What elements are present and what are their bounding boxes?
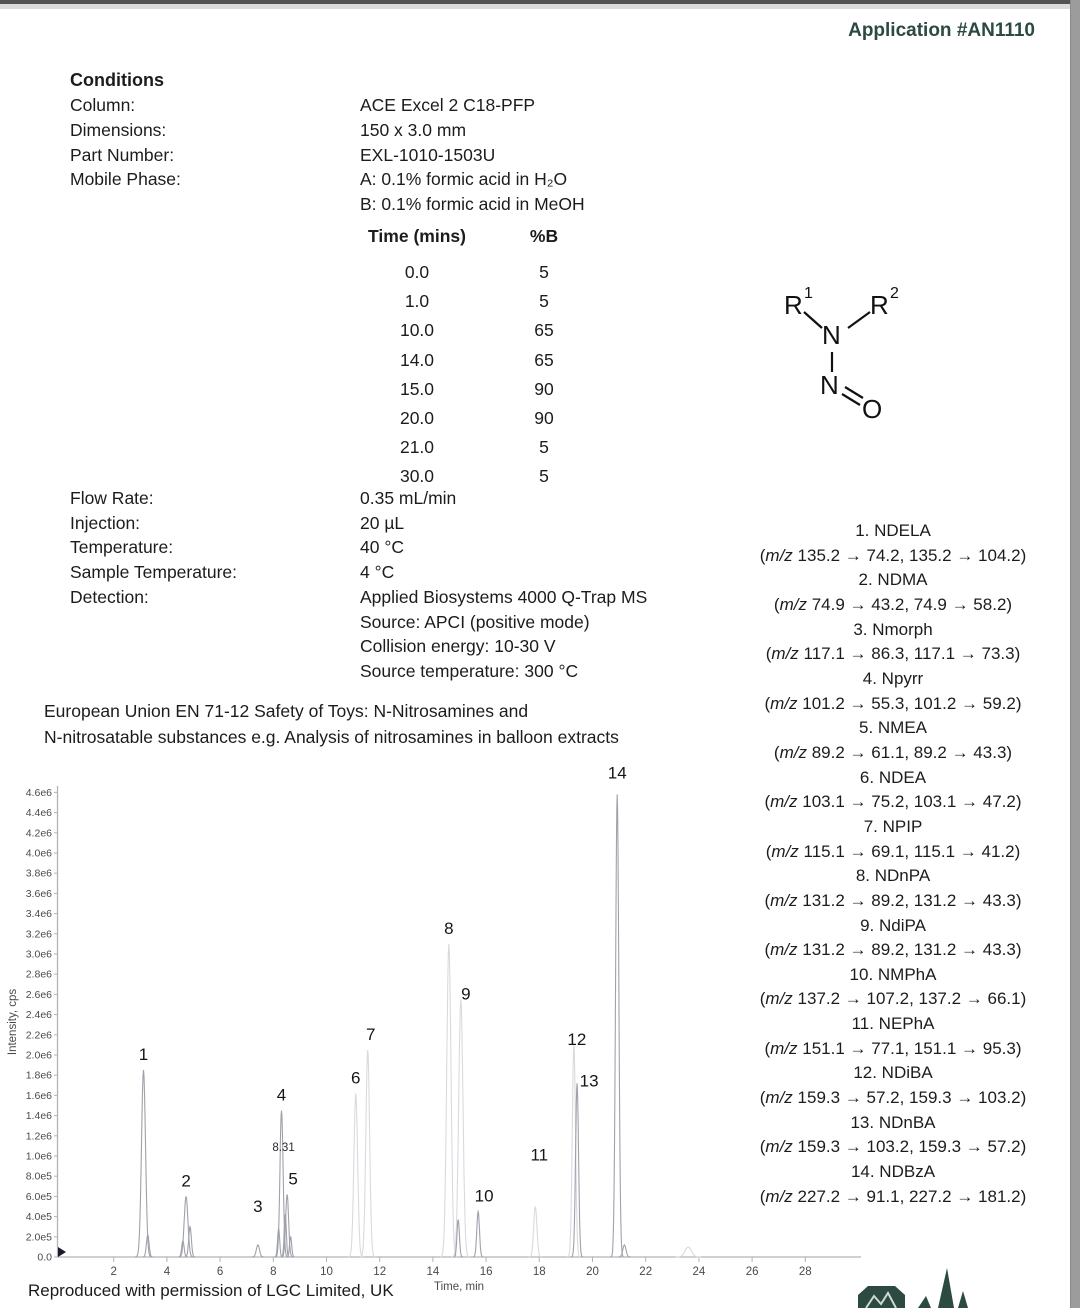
method-value: 0.35 mL/min — [360, 488, 457, 508]
gradient-percent-b-cell: 65 — [534, 320, 554, 341]
y-tick-label: 1.0e6 — [25, 1150, 52, 1163]
mz-italic-label: m/z — [770, 940, 798, 960]
method-label: Temperature: — [70, 537, 174, 558]
retention-time-annotation: 8.31 — [272, 1141, 295, 1154]
method-value: Collision energy: 10-30 V — [360, 636, 556, 657]
gradient-row — [358, 316, 588, 345]
chromatogram-peak-trace — [252, 1245, 265, 1257]
y-tick-label: 6.0e5 — [25, 1190, 52, 1203]
peak-number-label: 13 — [579, 1071, 599, 1091]
compound-mz-transitions: (m/z 159.3 → 57.2, 159.3 → 103.2) — [759, 1088, 1027, 1108]
peak-number-label: 14 — [607, 763, 627, 783]
method-row — [70, 659, 647, 684]
y-tick-label: 4.0e5 — [25, 1211, 52, 1224]
compound-name: 4. Npyrr — [862, 668, 924, 688]
gradient-time-cell: 14.0 — [399, 349, 435, 370]
mz-italic-label: m/z — [770, 792, 798, 812]
structure-amine-nitrogen: N — [822, 320, 841, 350]
gradient-time-cell: 10.0 — [399, 320, 435, 341]
mz-italic-label: m/z — [779, 594, 807, 614]
compound-name: 3. Nmorph — [853, 619, 933, 639]
method-value: Applied Biosystems 4000 Q-Trap MS — [360, 586, 648, 607]
x-tick-label: 18 — [532, 1266, 546, 1278]
x-tick-label: 10 — [320, 1266, 333, 1278]
y-tick-label: 4.0e6 — [25, 847, 52, 860]
application-number: Application #AN1110 — [848, 20, 1035, 41]
condition-value: EXL-1010-1503U — [360, 144, 496, 165]
compound-mz-transitions: (m/z 131.2 → 89.2, 131.2 → 43.3) — [764, 890, 1022, 910]
structure-r1-superscript: 1 — [804, 285, 813, 302]
structure-nitroso-nitrogen: N — [820, 370, 839, 400]
gradient-time-cell: 1.0 — [404, 291, 430, 312]
mz-italic-label: m/z — [779, 742, 807, 762]
gradient-row — [358, 287, 588, 316]
compound-mz-transitions: (m/z 101.2 → 55.3, 101.2 → 59.2) — [764, 693, 1022, 713]
mz-italic-label: m/z — [765, 989, 793, 1009]
chromatogram-plot — [0, 760, 880, 1300]
gradient-percent-b-cell: 90 — [534, 408, 554, 429]
y-tick-label: 2.2e6 — [25, 1029, 52, 1042]
y-tick-label: 4.4e6 — [25, 807, 52, 820]
gradient-row — [358, 433, 588, 462]
y-tick-label: 3.0e6 — [25, 948, 52, 961]
gradient-table-header — [358, 226, 588, 258]
condition-label: Column: — [70, 95, 136, 115]
structure-r1-label: R — [784, 290, 803, 320]
condition-value: A: 0.1% formic acid in H₂O — [360, 169, 568, 190]
structure-r2-label: R — [870, 290, 889, 320]
compound-name: 12. NDiBA — [853, 1063, 933, 1083]
y-tick-label: 2.8e6 — [25, 968, 52, 981]
mz-italic-label: m/z — [771, 644, 799, 664]
mz-italic-label: m/z — [770, 890, 798, 910]
x-tick-label: 14 — [426, 1266, 440, 1278]
x-tick-label: 2 — [110, 1266, 117, 1278]
logo-peaks-icon — [918, 1268, 968, 1308]
compound-mz-transitions: (m/z 137.2 → 107.2, 137.2 → 66.1) — [759, 989, 1027, 1009]
method-label: Injection: — [70, 512, 141, 533]
method-row — [70, 610, 647, 635]
method-label — [70, 659, 360, 684]
x-tick-label: 20 — [586, 1266, 599, 1278]
origin-pointer-icon — [58, 1247, 66, 1257]
y-tick-label: 1.4e6 — [25, 1110, 52, 1123]
condition-row — [70, 93, 585, 118]
compound-mz-transitions: (m/z 74.9 → 43.2, 74.9 → 58.2) — [773, 594, 1013, 614]
conditions-title: Conditions — [70, 70, 164, 90]
method-value: 40 °C — [360, 537, 404, 558]
gradient-time-cell: 20.0 — [399, 408, 435, 429]
peak-number-label: 1 — [138, 1045, 149, 1065]
nitrosamine-structure-diagram — [762, 272, 937, 427]
chromatogram-peak-trace — [611, 794, 624, 1257]
peak-number-label: 2 — [181, 1171, 191, 1191]
compound-name: 8. NDnPA — [855, 866, 931, 886]
compound-name: 10. NMPhA — [849, 964, 937, 984]
peak-number-label: 8 — [444, 918, 454, 938]
y-tick-label: 8.0e5 — [25, 1170, 52, 1183]
peak-number-label: 4 — [276, 1085, 287, 1105]
chromatogram-peak-trace — [136, 1070, 152, 1257]
method-label: Detection: — [70, 586, 149, 607]
chromatogram-peak-trace — [452, 1000, 469, 1258]
compound-mz-transitions: (m/z 103.1 → 75.2, 103.1 → 47.2) — [764, 792, 1022, 812]
y-tick-label: 2.0e5 — [25, 1231, 52, 1244]
gradient-percent-b-cell: 5 — [539, 466, 549, 487]
method-row — [70, 585, 647, 610]
condition-row — [70, 192, 585, 217]
condition-row — [70, 143, 585, 168]
chromatogram-minor-peak-trace — [676, 1247, 702, 1257]
gradient-percent-b-cell: 5 — [539, 262, 549, 282]
method-value: Source temperature: 300 °C — [360, 660, 579, 681]
peak-number-label: 12 — [567, 1029, 587, 1049]
gradient-percent-b-cell: 90 — [534, 378, 554, 399]
peak-number-label: 5 — [288, 1169, 298, 1189]
condition-value: 150 x 3.0 mm — [360, 119, 467, 140]
y-tick-label: 3.4e6 — [25, 908, 52, 921]
peak-number-label: 6 — [351, 1068, 361, 1088]
mz-italic-label: m/z — [765, 1137, 793, 1157]
method-row — [70, 535, 647, 560]
compound-name: 14. NDBzA — [850, 1162, 936, 1182]
y-tick-label: 4.6e6 — [25, 786, 52, 799]
gradient-table-body — [358, 258, 588, 492]
compound-name: 7. NPIP — [863, 816, 923, 836]
gradient-row — [358, 375, 588, 404]
method-row — [70, 634, 647, 659]
scan-edge-top-shadow — [0, 4, 1080, 9]
gradient-time-cell: 30.0 — [399, 466, 435, 487]
compound-name: 1. NDELA — [855, 521, 931, 540]
compound-mz-transitions: (m/z 135.2 → 74.2, 135.2 → 104.2) — [759, 545, 1027, 565]
gradient-col-b-header: %B — [529, 226, 559, 246]
compound-name: 5. NMEA — [858, 718, 928, 738]
chromatogram-peak-trace — [360, 1050, 375, 1257]
compound-mz-transitions: (m/z 117.1 → 86.3, 117.1 → 73.3) — [765, 644, 1021, 664]
chromatogram-peak-trace — [529, 1207, 542, 1258]
chromatogram-peak-trace — [179, 1196, 194, 1257]
condition-row — [70, 118, 585, 143]
y-tick-label: 1.6e6 — [25, 1089, 52, 1102]
y-tick-label: 0.0 — [37, 1251, 52, 1264]
structure-oxygen: O — [862, 394, 883, 424]
y-tick-label: 3.6e6 — [25, 887, 52, 900]
method-label — [70, 634, 360, 659]
y-axis-title: Intensity, cps — [7, 988, 19, 1056]
x-tick-label: 4 — [163, 1266, 171, 1278]
gradient-table — [358, 226, 588, 492]
method-label: Flow Rate: — [70, 488, 154, 508]
mz-italic-label: m/z — [770, 1038, 798, 1058]
method-label — [70, 610, 360, 635]
structure-r2-superscript: 2 — [890, 285, 899, 302]
method-value: 20 µL — [360, 512, 405, 533]
gradient-time-cell: 21.0 — [399, 437, 435, 458]
lgc-logo-partial — [850, 1255, 990, 1308]
compound-name: 9. NdiPA — [860, 915, 926, 935]
method-rows — [70, 486, 647, 684]
x-tick-label: 12 — [373, 1266, 387, 1278]
gradient-row — [358, 404, 588, 433]
compound-name: 6. NDEA — [859, 767, 927, 787]
method-row — [70, 511, 647, 536]
chromatogram-peak-trace — [348, 1093, 363, 1257]
method-row — [70, 560, 647, 585]
y-tick-label: 2.4e6 — [25, 1009, 52, 1022]
mz-italic-label: m/z — [765, 545, 793, 565]
peak-number-label: 7 — [365, 1024, 376, 1044]
compound-mz-transitions: (m/z 115.1 → 69.1, 115.1 → 41.2) — [765, 841, 1021, 861]
mz-italic-label: m/z — [765, 1088, 793, 1108]
footer-credit: Reproduced with permission of LGC Limited, UK — [28, 1281, 394, 1300]
x-tick-label: 22 — [639, 1266, 653, 1278]
gradient-time-cell: 0.0 — [404, 262, 430, 282]
application-title — [44, 699, 744, 750]
y-tick-label: 2.0e6 — [25, 1049, 52, 1062]
x-tick-label: 26 — [745, 1266, 759, 1278]
peak-number-label: 3 — [253, 1196, 263, 1216]
gradient-col-time-header: Time (mins) — [368, 226, 466, 246]
y-tick-label: 3.2e6 — [25, 928, 52, 941]
method-label: Sample Temperature: — [70, 562, 237, 583]
peak-number-label: 11 — [530, 1145, 549, 1165]
gradient-percent-b-cell: 65 — [534, 349, 554, 370]
compound-mz-transitions: (m/z 159.3 → 103.2, 159.3 → 57.2) — [759, 1137, 1027, 1157]
conditions-section — [70, 70, 585, 217]
compound-mz-transitions: (m/z 131.2 → 89.2, 131.2 → 43.3) — [764, 940, 1022, 960]
condition-label — [70, 192, 360, 217]
compound-name: 13. NDnBA — [850, 1112, 936, 1132]
conditions-rows — [70, 93, 585, 217]
y-tick-label: 1.2e6 — [25, 1130, 52, 1143]
peak-number-label: 10 — [474, 1186, 494, 1206]
peak-number-label: 9 — [461, 984, 471, 1004]
mz-italic-label: m/z — [765, 1186, 793, 1206]
x-axis-title: Time, min — [433, 1281, 485, 1293]
chromatogram-peak-trace — [440, 944, 457, 1257]
gradient-percent-b-cell: 5 — [539, 437, 549, 458]
chromatogram-peak-trace — [473, 1212, 484, 1257]
chromatogram-minor-peak-trace — [618, 1245, 631, 1257]
compound-name: 2. NDMA — [858, 570, 928, 590]
y-tick-label: 3.8e6 — [25, 867, 52, 880]
method-value: Source: APCI (positive mode) — [360, 611, 590, 632]
x-tick-label: 6 — [216, 1266, 224, 1278]
gradient-row — [358, 258, 588, 287]
logo-hexagon-icon — [858, 1286, 905, 1308]
mz-italic-label: m/z — [771, 841, 799, 861]
condition-row — [70, 167, 585, 192]
x-tick-label: 16 — [479, 1266, 493, 1278]
application-title-line-1: European Union EN 71-12 Safety of Toys: N-Nitrosamines and — [44, 701, 529, 721]
compound-mz-transitions: (m/z 227.2 → 91.1, 227.2 → 181.2) — [759, 1186, 1027, 1206]
x-tick-label: 8 — [270, 1266, 277, 1278]
condition-value: B: 0.1% formic acid in MeOH — [360, 194, 585, 215]
gradient-time-cell: 15.0 — [399, 378, 435, 399]
compound-mz-transitions: (m/z 89.2 → 61.1, 89.2 → 43.3) — [773, 742, 1013, 762]
x-tick-label: 28 — [798, 1266, 812, 1278]
gradient-row — [358, 346, 588, 375]
compound-mz-transitions: (m/z 151.1 → 77.1, 151.1 → 95.3) — [764, 1038, 1022, 1058]
mz-italic-label: m/z — [770, 693, 798, 713]
method-value: 4 °C — [360, 562, 395, 583]
application-title-line-2: N-nitrosatable substances e.g. Analysis of nitrosamines in balloon extracts — [44, 726, 619, 747]
method-section — [70, 486, 647, 684]
y-tick-label: 2.6e6 — [25, 988, 52, 1001]
condition-label: Dimensions: — [70, 119, 167, 140]
y-tick-label: 1.8e6 — [25, 1069, 52, 1082]
y-tick-label: 4.2e6 — [25, 827, 52, 840]
x-tick-label: 24 — [692, 1266, 706, 1278]
condition-label: Part Number: — [70, 144, 175, 165]
condition-label: Mobile Phase: — [70, 169, 181, 190]
compound-name: 11. NEPhA — [851, 1014, 935, 1034]
condition-value: ACE Excel 2 C18-PFP — [360, 95, 536, 115]
method-row — [70, 486, 647, 511]
gradient-percent-b-cell: 5 — [539, 291, 549, 312]
